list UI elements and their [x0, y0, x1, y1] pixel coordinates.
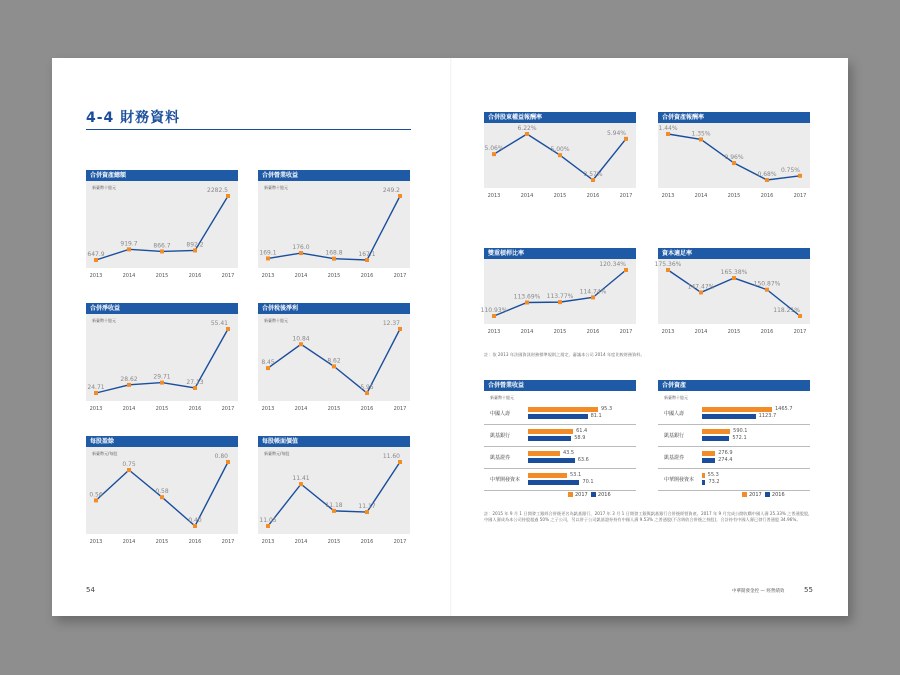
- data-label: 150.87%: [753, 280, 781, 288]
- data-label: 866.7: [153, 242, 171, 250]
- data-point: [398, 327, 402, 331]
- x-tick-label: 2015: [327, 539, 341, 545]
- x-tick-label: 2017: [221, 273, 235, 279]
- bar-2017: [702, 407, 772, 412]
- data-label: 118.21%: [773, 307, 800, 314]
- chart-title: 合併股東權益報酬率: [484, 112, 636, 123]
- legend-label-2017: 2017: [575, 492, 588, 498]
- data-label: 0.56: [89, 491, 103, 499]
- x-tick-label: 2016: [360, 273, 374, 279]
- data-point: [398, 194, 402, 198]
- data-label: 10.84: [292, 335, 310, 343]
- bar-2016: [702, 436, 729, 441]
- data-label: 110.93%: [480, 307, 508, 314]
- x-tick-label: 2016: [360, 539, 374, 545]
- bar-2016: [702, 480, 705, 485]
- data-point: [591, 178, 595, 182]
- data-point: [160, 495, 164, 499]
- x-tick-label: 2014: [294, 406, 308, 412]
- data-point: [798, 174, 802, 178]
- data-label: 120.34%: [599, 261, 626, 268]
- legend-swatch-2016: [765, 492, 770, 497]
- bar-value-label: 61.4: [576, 428, 588, 434]
- bar-2016: [528, 458, 575, 463]
- data-label: 29.71: [153, 373, 171, 381]
- bar-category-label: 中國人壽: [490, 411, 511, 417]
- data-label: 11.18: [325, 501, 343, 509]
- data-point: [332, 257, 336, 261]
- chart-unit: 新臺幣十億元: [664, 395, 688, 400]
- x-tick-label: 2017: [619, 329, 633, 335]
- data-point: [193, 524, 197, 528]
- x-tick-label: 2014: [294, 539, 308, 545]
- bar-category-label: 凱基證券: [490, 455, 511, 461]
- left-line-chart-4: [86, 436, 238, 545]
- series-line: [268, 462, 400, 526]
- data-point: [365, 510, 369, 514]
- x-tick-label: 2013: [261, 273, 275, 279]
- data-point: [765, 178, 769, 182]
- section-title: 4-4 財務資料: [86, 110, 181, 126]
- data-point: [699, 290, 703, 294]
- data-point: [299, 342, 303, 346]
- data-point: [666, 268, 670, 272]
- data-point: [365, 391, 369, 395]
- bar-value-label: 55.3: [707, 472, 719, 478]
- x-tick-label: 2015: [553, 329, 567, 335]
- chart-title: 每股帳面價值: [258, 436, 410, 447]
- data-point: [591, 295, 595, 299]
- bar-2017: [702, 429, 730, 434]
- left-line-chart-3: [258, 303, 410, 412]
- data-label: 8.45: [261, 359, 275, 367]
- x-tick-label: 2013: [487, 193, 501, 199]
- data-point: [699, 137, 703, 141]
- data-point: [193, 386, 197, 390]
- x-tick-label: 2014: [694, 329, 708, 335]
- data-point: [226, 460, 230, 464]
- legend: [568, 492, 611, 498]
- legend-swatch-2017: [568, 492, 573, 497]
- x-tick-label: 2015: [553, 193, 567, 199]
- data-point: [94, 498, 98, 502]
- right-line-chart-0: [484, 112, 636, 199]
- data-point: [492, 314, 496, 318]
- data-point: [624, 268, 628, 272]
- data-label: 0.96%: [724, 154, 744, 162]
- bar-category-label: 凱基證券: [664, 455, 685, 461]
- data-point: [798, 314, 802, 318]
- right-line-chart-2: [480, 248, 636, 335]
- x-tick-label: 2015: [327, 406, 341, 412]
- chart-title: 合併資產總額: [86, 170, 238, 181]
- bar-value-label: 1465.7: [775, 406, 793, 412]
- x-tick-label: 2016: [360, 406, 374, 412]
- x-tick-label: 2016: [586, 329, 600, 335]
- bar-value-label: 53.1: [570, 472, 582, 478]
- data-point: [94, 258, 98, 262]
- data-label: 0.80: [214, 453, 228, 460]
- chart-unit: 新臺幣十億元: [264, 185, 288, 190]
- data-label: 2282.5: [207, 187, 228, 194]
- bar-value-label: 73.2: [708, 479, 720, 485]
- data-label: 0.40: [188, 517, 202, 524]
- x-tick-label: 2016: [760, 329, 774, 335]
- data-label: 175.36%: [654, 261, 682, 268]
- data-point: [732, 161, 736, 165]
- bar-2016: [528, 480, 579, 485]
- data-label: 24.71: [87, 384, 105, 391]
- x-tick-label: 2017: [793, 193, 807, 199]
- x-tick-label: 2015: [727, 193, 741, 199]
- bar-row: [484, 448, 636, 469]
- bar-2017: [702, 473, 705, 478]
- data-label: 5.06%: [484, 145, 504, 153]
- data-point: [558, 300, 562, 304]
- bar-2016: [528, 436, 571, 441]
- bar-row: [658, 426, 810, 447]
- data-label: 5.95: [360, 384, 374, 391]
- x-tick-label: 2013: [261, 406, 275, 412]
- x-tick-label: 2014: [122, 406, 136, 412]
- legend-swatch-2017: [742, 492, 747, 497]
- legend-label-2017: 2017: [749, 492, 762, 498]
- data-label: 0.58: [155, 488, 169, 496]
- data-point: [299, 482, 303, 486]
- bar-value-label: 43.5: [562, 450, 575, 456]
- data-label: 892.2: [186, 241, 204, 249]
- x-tick-label: 2013: [89, 539, 103, 545]
- data-point: [558, 153, 562, 157]
- data-label: 27.13: [186, 378, 204, 386]
- bar-chart-1: [658, 380, 810, 502]
- data-label: 5.94%: [606, 129, 626, 137]
- data-point: [266, 366, 270, 370]
- page-number-left: 54: [86, 586, 95, 594]
- data-label: 11.05: [259, 517, 277, 524]
- x-tick-label: 2017: [393, 539, 407, 545]
- section-rule: [86, 129, 411, 130]
- report-spread: [52, 58, 848, 616]
- bar-value-label: 58.9: [574, 435, 586, 441]
- bar-2016: [702, 414, 756, 419]
- data-label: 147.47%: [687, 283, 715, 291]
- data-point: [226, 327, 230, 331]
- chart-unit: 新臺幣十億元: [264, 318, 288, 323]
- chart-title: 合併資產報酬率: [658, 112, 810, 123]
- data-label: 165.38%: [720, 269, 748, 277]
- data-label: 55.41: [210, 320, 228, 327]
- chart-unit: 新臺幣元/每股: [264, 451, 290, 456]
- data-label: 0.75%: [780, 166, 800, 174]
- x-tick-label: 2013: [661, 193, 675, 199]
- x-tick-label: 2017: [619, 193, 633, 199]
- data-point: [666, 132, 670, 136]
- x-tick-label: 2014: [294, 273, 308, 279]
- data-label: 169.1: [259, 249, 277, 257]
- data-point: [160, 249, 164, 253]
- chart-unit: 新臺幣元/每股: [92, 451, 118, 456]
- x-tick-label: 2016: [586, 193, 600, 199]
- data-point: [525, 132, 529, 136]
- data-label: 3.57%: [583, 171, 603, 178]
- data-label: 167.1: [358, 251, 376, 258]
- x-tick-label: 2013: [487, 329, 501, 335]
- data-label: 114.74%: [579, 288, 607, 296]
- x-tick-label: 2014: [122, 539, 136, 545]
- x-tick-label: 2013: [661, 329, 675, 335]
- bar-value-label: 590.1: [733, 428, 748, 434]
- bar-category-label: 中國人壽: [664, 411, 685, 417]
- page-fold: [450, 58, 452, 616]
- x-tick-label: 2017: [393, 406, 407, 412]
- bar-2017: [702, 451, 715, 456]
- bar-value-label: 70.1: [582, 479, 594, 485]
- bar-value-label: 81.1: [590, 413, 602, 419]
- data-point: [332, 509, 336, 513]
- x-tick-label: 2013: [89, 406, 103, 412]
- data-point: [732, 276, 736, 280]
- x-tick-label: 2013: [89, 273, 103, 279]
- bar-2016: [702, 458, 715, 463]
- x-tick-label: 2016: [188, 273, 202, 279]
- bar-category-label: 凱基銀行: [664, 433, 685, 439]
- data-point: [127, 247, 131, 251]
- footer-title: 中華開發金控 — 經營績效: [732, 589, 785, 594]
- legend-label-2016: 2016: [597, 492, 611, 498]
- bar-2017: [528, 451, 560, 456]
- bar-2017: [528, 473, 567, 478]
- x-tick-label: 2017: [221, 539, 235, 545]
- x-tick-label: 2016: [760, 193, 774, 199]
- data-label: 11.41: [292, 475, 310, 483]
- bar-value-label: 95.3: [601, 406, 613, 412]
- bar-category-label: 中華開發資本: [490, 477, 521, 483]
- data-point: [127, 468, 131, 472]
- chart-title: 合併淨收益: [86, 303, 238, 314]
- chart-title: 每股盈餘: [86, 436, 238, 447]
- x-tick-label: 2017: [793, 329, 807, 335]
- left-line-chart-5: [258, 436, 410, 545]
- data-label: 919.7: [120, 240, 138, 248]
- bar-value-label: 1123.7: [758, 413, 777, 419]
- legend-label-2016: 2016: [771, 492, 785, 498]
- x-tick-label: 2016: [188, 539, 202, 545]
- data-label: 11.60: [382, 453, 400, 460]
- data-point: [266, 256, 270, 260]
- bar-chart-0: [484, 380, 636, 502]
- x-tick-label: 2015: [727, 329, 741, 335]
- bar-2017: [528, 429, 573, 434]
- x-tick-label: 2015: [155, 406, 169, 412]
- data-point: [193, 248, 197, 252]
- x-tick-label: 2014: [122, 273, 136, 279]
- bar-row: [658, 404, 810, 425]
- legend-swatch-2016: [591, 492, 596, 497]
- bar-row: [484, 404, 636, 425]
- x-tick-label: 2017: [393, 273, 407, 279]
- data-point: [266, 524, 270, 528]
- data-label: 5.00%: [550, 146, 570, 154]
- chart-title: 合併資產: [658, 380, 810, 391]
- chart-unit: 新臺幣十億元: [490, 395, 514, 400]
- right-line-chart-1: [658, 112, 810, 199]
- data-label: 11.17: [358, 503, 376, 511]
- chart-title: 合併稅後淨利: [258, 303, 410, 314]
- data-point: [624, 137, 628, 141]
- x-tick-label: 2017: [221, 406, 235, 412]
- data-label: 0.75: [122, 461, 136, 468]
- x-tick-label: 2013: [261, 539, 275, 545]
- bar-value-label: 274.4: [718, 457, 733, 463]
- chart-unit: 新臺幣十億元: [92, 318, 116, 323]
- data-label: 28.62: [120, 375, 138, 383]
- chart-title: 合併營業收益: [258, 170, 410, 181]
- data-point: [160, 381, 164, 385]
- bar-category-label: 凱基銀行: [490, 433, 511, 439]
- x-tick-label: 2014: [520, 193, 534, 199]
- bar-2016: [528, 414, 588, 419]
- data-label: 113.77%: [546, 293, 574, 301]
- data-point: [299, 251, 303, 255]
- data-point: [226, 194, 230, 198]
- page-number-right: 55: [804, 586, 813, 594]
- data-label: 8.62: [327, 357, 341, 365]
- chart-title: 合併營業收益: [484, 380, 636, 391]
- bar-value-label: 276.9: [718, 450, 733, 456]
- bar-row: [658, 470, 810, 491]
- note-bottom: 註：2015 年 9 月 1 日開發工銀經合併後更名為凱基銀行，2017 年 3 月 1 日開發工銀與凱基銀行合併後經營資產。2017 年 9 月完成公開收購中國人壽 25.33% 之普通股股，中國人壽成為本公司持股超過 50% 之子公司，另以併子公司凱基證券持有中國人壽 9.53% 之普通股(不含吸收合併後之持股)，合計持有中國人壽已發行普通股 34.96%。: [484, 511, 813, 522]
- data-point: [398, 460, 402, 464]
- data-label: 6.22%: [517, 125, 537, 132]
- data-label: 647.9: [87, 251, 105, 258]
- left-line-chart-2: [86, 303, 238, 412]
- x-tick-label: 2015: [155, 539, 169, 545]
- chart-title: 資本適足率: [658, 248, 810, 259]
- chart-title: 雙重槓桿比率: [484, 248, 636, 259]
- bar-value-label: 63.6: [577, 457, 589, 463]
- chart-unit: 新臺幣十億元: [92, 185, 116, 190]
- x-tick-label: 2015: [327, 273, 341, 279]
- data-label: 176.0: [292, 244, 310, 252]
- data-label: 1.44%: [658, 125, 678, 132]
- x-tick-label: 2016: [188, 406, 202, 412]
- data-point: [765, 288, 769, 292]
- data-point: [525, 301, 529, 305]
- legend: [742, 492, 785, 498]
- right-line-chart-3: [654, 248, 810, 335]
- data-label: 1.35%: [691, 130, 711, 138]
- data-point: [127, 383, 131, 387]
- data-label: 12.37: [382, 320, 400, 327]
- left-line-chart-1: [258, 170, 410, 279]
- x-tick-label: 2015: [155, 273, 169, 279]
- data-label: 168.8: [325, 249, 343, 257]
- bar-2017: [528, 407, 598, 412]
- data-label: 113.69%: [513, 293, 541, 301]
- data-label: 0.68%: [757, 171, 777, 178]
- note-double-leverage: 註：依 2013 年法國資訊財務標準規則之規定，審議本公司 2014 年度比較財務資料。: [484, 352, 645, 357]
- bar-row: [484, 470, 636, 491]
- data-point: [332, 364, 336, 368]
- data-point: [94, 391, 98, 395]
- bar-row: [484, 426, 636, 447]
- x-tick-label: 2014: [694, 193, 708, 199]
- left-line-chart-0: [86, 170, 238, 279]
- bar-value-label: 572.1: [732, 435, 747, 441]
- data-point: [365, 258, 369, 262]
- bar-category-label: 中華開發資本: [664, 477, 695, 483]
- bar-row: [658, 448, 810, 469]
- data-label: 249.2: [382, 187, 400, 194]
- data-point: [492, 152, 496, 156]
- x-tick-label: 2014: [520, 329, 534, 335]
